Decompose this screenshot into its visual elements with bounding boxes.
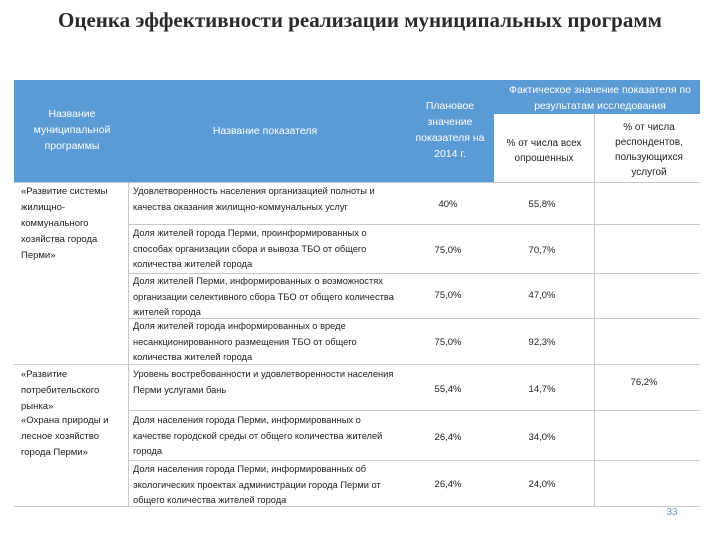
actual-all-value: 70,7%	[528, 245, 556, 256]
indicator-name: Доля жителей Перми, информированных о возможностях организации селективного сбора ТБО от общего количества жителей города	[133, 276, 394, 317]
actual-all-value: 14,7%	[528, 384, 556, 395]
indicator-name: Доля населения города Перми, информированных о качестве городской среды от общего количества жителей города	[133, 415, 383, 456]
actual-all-value: 55,8%	[528, 199, 556, 210]
indicator-name: Удовлетворенность населения организацией полноты и качества оказания жилищно-коммунальных услуг	[133, 186, 375, 212]
indicator-name: Доля жителей города информированных о вреде несанкционированного размещения ТБО от общего количества жителей города	[133, 321, 357, 362]
program-name: «Охрана природы и лесное хозяйство города Перми»	[21, 415, 109, 458]
planned-value: 26,4%	[434, 479, 462, 490]
actual-users-value: 76,2%	[630, 377, 658, 388]
page-number: 33	[666, 507, 678, 518]
header-program-name: Название муниципальной программы	[33, 108, 111, 152]
header-pct-users: % от числа респондентов, пользующихся услугой	[615, 122, 683, 178]
column-divider	[128, 182, 129, 506]
planned-value: 55,4%	[434, 384, 462, 395]
planned-value: 75,0%	[434, 290, 462, 301]
planned-value: 40%	[438, 199, 458, 210]
row-divider	[128, 460, 700, 461]
actual-all-value: 92,3%	[528, 337, 556, 348]
column-divider	[594, 114, 595, 506]
row-divider	[14, 182, 700, 183]
page-title: Оценка эффективности реализации муниципальных программ	[58, 8, 662, 32]
header-actual-value: Фактическое значение показателя по результатам исследования	[509, 84, 691, 112]
row-divider	[128, 410, 700, 411]
header-planned-value: Плановое значение показателя на 2014 г.	[415, 100, 485, 160]
header-pct-all: % от числа всех опрошенных	[506, 138, 582, 164]
program-name: «Развитие системы жилищно-коммунального хозяйства города Перми»	[21, 186, 108, 261]
program-name: «Развитие потребительского рынка»	[21, 369, 100, 412]
header-indicator-name: Название показателя	[212, 125, 318, 137]
planned-value: 26,4%	[434, 432, 462, 443]
planned-value: 75,0%	[434, 245, 462, 256]
indicator-name: Доля населения города Перми, информированных об экологических проектах администрации города Перми от общего количества жителей города	[133, 464, 381, 505]
row-divider	[128, 224, 700, 225]
planned-value: 75,0%	[434, 337, 462, 348]
indicator-name: Доля жителей города Перми, проинформированных о способах организации сбора и вывоза ТБО от общего количества жителей города	[133, 228, 367, 269]
actual-all-value: 24,0%	[528, 479, 556, 490]
actual-all-value: 34,0%	[528, 432, 556, 443]
actual-all-value: 47,0%	[528, 290, 556, 301]
indicator-name: Уровень востребованности и удовлетворенности населения Перми услугами бань	[133, 369, 394, 395]
